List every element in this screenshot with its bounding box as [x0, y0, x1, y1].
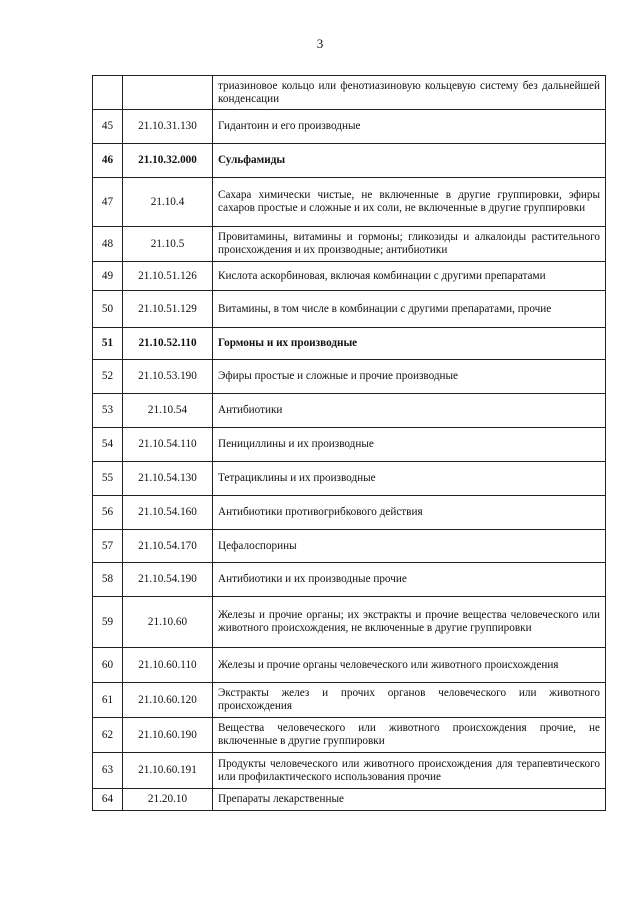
okpd-code: 21.10.54.160	[123, 496, 213, 530]
row-number: 64	[93, 789, 123, 811]
row-number: 60	[93, 648, 123, 683]
okpd-code: 21.10.60.190	[123, 718, 213, 753]
row-number: 52	[93, 360, 123, 394]
product-name: Антибиотики	[213, 394, 606, 428]
table-row	[93, 648, 606, 683]
product-name: Продукты человеческого или животного происхождения для терапевтического или профилактического использования прочие	[213, 753, 606, 789]
product-name: Препараты лекарственные	[213, 789, 606, 811]
row-number: 45	[93, 110, 123, 144]
product-name: Пенициллины и их производные	[213, 428, 606, 462]
page-number: 3	[316, 36, 324, 51]
table-row	[93, 718, 606, 753]
row-number: 51	[93, 328, 123, 360]
product-name: Антибиотики и их производные прочие	[213, 563, 606, 597]
row-number: 57	[93, 530, 123, 563]
okpd-code: 21.10.54.170	[123, 530, 213, 563]
product-name: Витамины, в том числе в комбинации с другими препаратами, прочие	[213, 291, 606, 328]
row-number: 61	[93, 683, 123, 718]
product-name: Кислота аскорбиновая, включая комбинации с другими препаратами	[213, 262, 606, 291]
table-row	[93, 262, 606, 291]
product-name: Антибиотики противогрибкового действия	[213, 496, 606, 530]
okpd-code: 21.10.32.000	[123, 144, 213, 178]
okpd-code: 21.10.60.110	[123, 648, 213, 683]
okpd-code: 21.10.54.130	[123, 462, 213, 496]
product-name: Вещества человеческого или животного происхождения прочие, не включенные в другие группировки	[213, 718, 606, 753]
product-name: Эфиры простые и сложные и прочие производные	[213, 360, 606, 394]
row-number: 62	[93, 718, 123, 753]
product-name: Экстракты желез и прочих органов человеческого или животного происхождения	[213, 683, 606, 718]
okpd-code: 21.10.54.190	[123, 563, 213, 597]
table-row	[93, 76, 606, 110]
row-number: 59	[93, 597, 123, 648]
table-row	[93, 462, 606, 496]
row-number: 56	[93, 496, 123, 530]
okpd-code: 21.10.54	[123, 394, 213, 428]
product-name: Гормоны и их производные	[213, 328, 606, 360]
table-row	[93, 683, 606, 718]
okpd-code: 21.20.10	[123, 789, 213, 811]
table-row	[93, 110, 606, 144]
row-number: 47	[93, 178, 123, 227]
product-name: Тетрациклины и их производные	[213, 462, 606, 496]
okpd-code: 21.10.4	[123, 178, 213, 227]
table-row	[93, 597, 606, 648]
table-row	[93, 227, 606, 262]
table-row	[93, 789, 606, 811]
table-row	[93, 328, 606, 360]
row-number	[93, 76, 123, 110]
row-number: 50	[93, 291, 123, 328]
okpd-code: 21.10.31.130	[123, 110, 213, 144]
row-number: 49	[93, 262, 123, 291]
table-row	[93, 291, 606, 328]
table-row	[93, 178, 606, 227]
product-code-table	[92, 75, 606, 811]
row-number: 63	[93, 753, 123, 789]
table-row	[93, 428, 606, 462]
table-row	[93, 753, 606, 789]
row-number: 53	[93, 394, 123, 428]
product-name: триазиновое кольцо или фенотиазиновую кольцевую систему без дальнейшей конденсации	[213, 76, 606, 110]
product-name: Провитамины, витамины и гормоны; гликозиды и алкалоиды растительного происхождения и их производные; антибиотики	[213, 227, 606, 262]
product-name: Цефалоспорины	[213, 530, 606, 563]
table-row	[93, 563, 606, 597]
okpd-code: 21.10.53.190	[123, 360, 213, 394]
okpd-code: 21.10.51.126	[123, 262, 213, 291]
okpd-code: 21.10.52.110	[123, 328, 213, 360]
table-row	[93, 530, 606, 563]
okpd-code	[123, 76, 213, 110]
row-number: 46	[93, 144, 123, 178]
product-name: Железы и прочие органы; их экстракты и прочие вещества человеческого или животного происхождения, не включенные в другие группировки	[213, 597, 606, 648]
product-name: Железы и прочие органы человеческого или животного происхождения	[213, 648, 606, 683]
table-row	[93, 394, 606, 428]
okpd-code: 21.10.60.120	[123, 683, 213, 718]
okpd-code: 21.10.60.191	[123, 753, 213, 789]
table-body	[93, 76, 606, 811]
table-row	[93, 360, 606, 394]
product-name: Сульфамиды	[213, 144, 606, 178]
table-row	[93, 496, 606, 530]
row-number: 55	[93, 462, 123, 496]
okpd-code: 21.10.60	[123, 597, 213, 648]
product-name: Гидантоин и его производные	[213, 110, 606, 144]
okpd-code: 21.10.5	[123, 227, 213, 262]
product-name: Сахара химически чистые, не включенные в другие группировки, эфиры сахаров простые и сложные и их соли, не включенные в другие группировки	[213, 178, 606, 227]
table-row	[93, 144, 606, 178]
okpd-code: 21.10.54.110	[123, 428, 213, 462]
row-number: 54	[93, 428, 123, 462]
row-number: 48	[93, 227, 123, 262]
row-number: 58	[93, 563, 123, 597]
okpd-code: 21.10.51.129	[123, 291, 213, 328]
